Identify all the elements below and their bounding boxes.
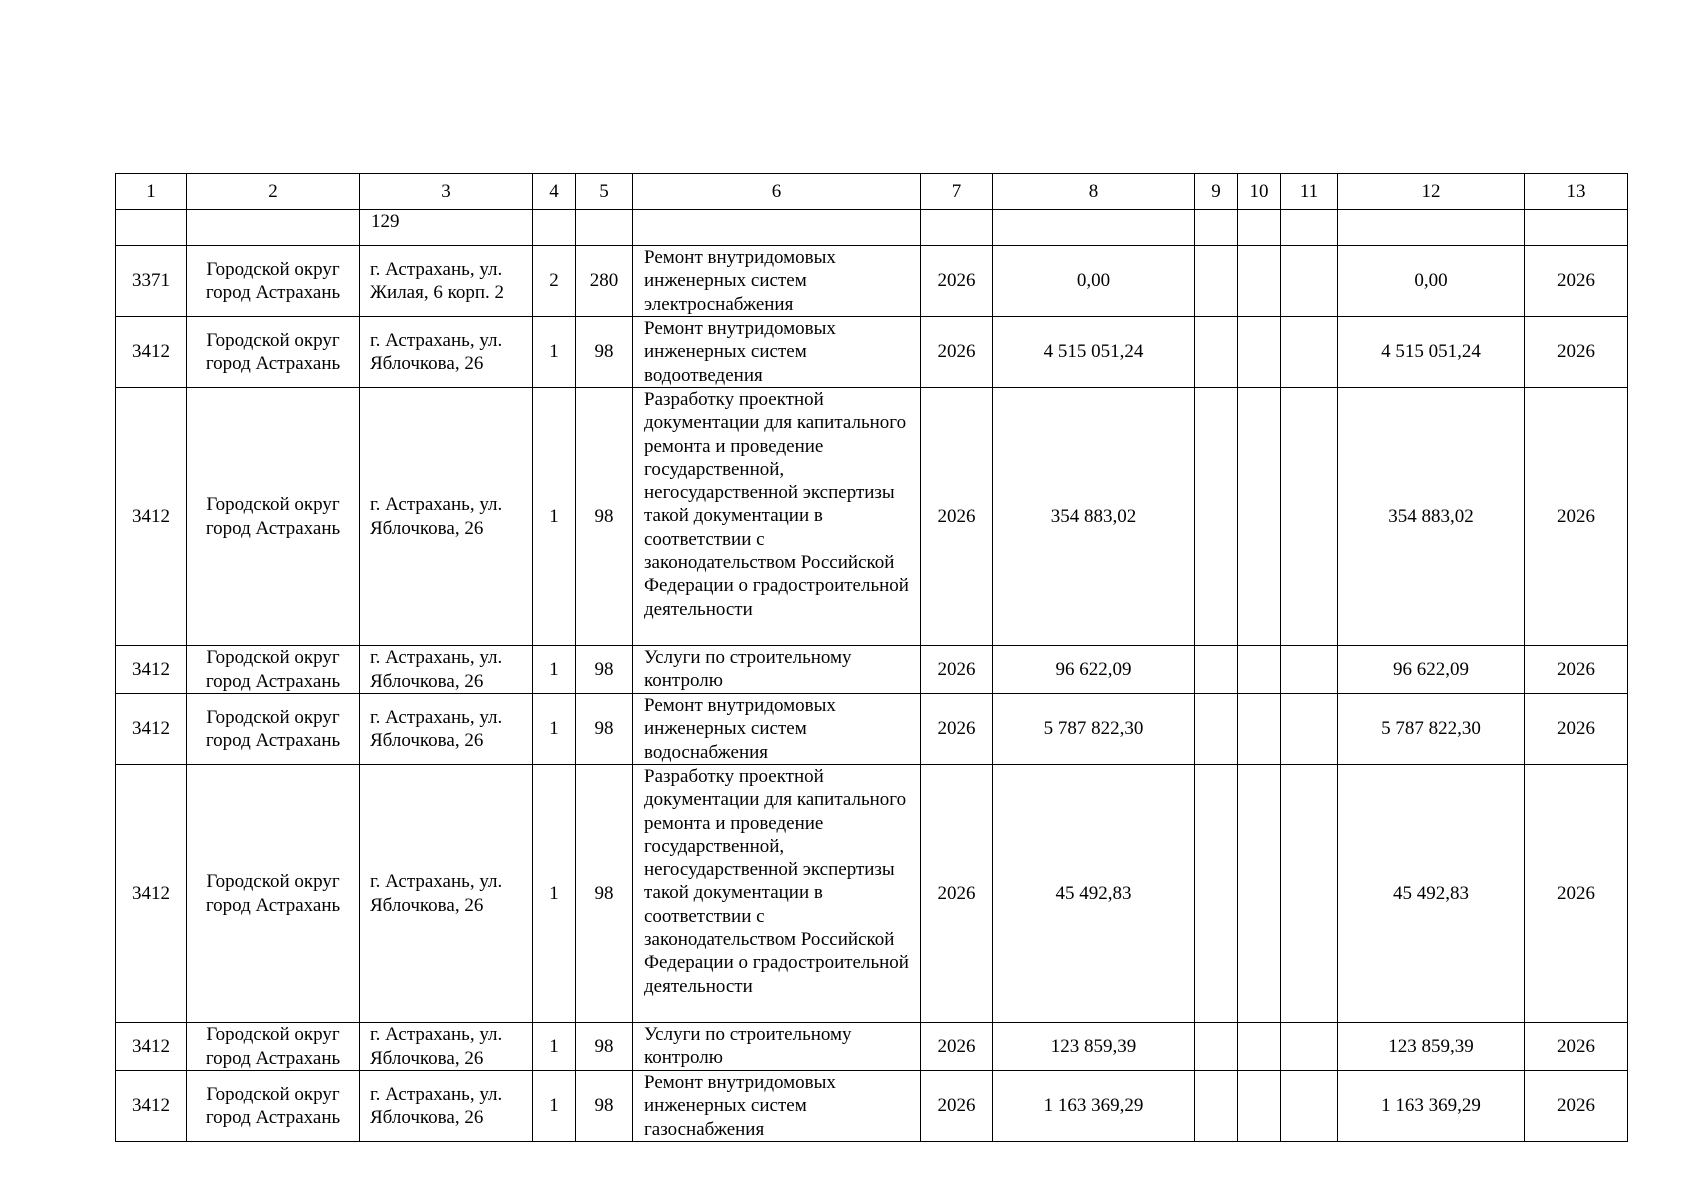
amount-total-cell: 96 622,09 [1338, 646, 1525, 694]
table-row [116, 317, 1628, 388]
year-end-cell: 2026 [1525, 694, 1628, 765]
col4-cell: 1 [533, 388, 576, 646]
cont-address-tail: 129 [360, 210, 533, 246]
year-cell: 2026 [921, 246, 993, 317]
address-cell: г. Астрахань, ул. Яблочкова, 26 [360, 694, 533, 765]
amount-cell: 354 883,02 [993, 388, 1195, 646]
col5-cell: 98 [576, 765, 633, 1023]
year-cell: 2026 [921, 765, 993, 1023]
cont-cell-8 [993, 210, 1195, 246]
year-end-cell: 2026 [1525, 1071, 1628, 1142]
col11-cell [1281, 765, 1338, 1023]
cont-cell-7 [921, 210, 993, 246]
amount-total-cell: 1 163 369,29 [1338, 1071, 1525, 1142]
table-row [116, 1023, 1628, 1071]
col11-cell [1281, 646, 1338, 694]
municipality-cell: Городской округ город Астрахань [187, 646, 360, 694]
col11-cell [1281, 246, 1338, 317]
col4-cell: 1 [533, 765, 576, 1023]
continuation-row [116, 210, 1628, 246]
col9-cell [1195, 1023, 1238, 1071]
table-row [116, 388, 1628, 646]
cont-cell-2 [187, 210, 360, 246]
address-cell: г. Астрахань, ул. Яблочкова, 26 [360, 1071, 533, 1142]
year-end-cell: 2026 [1525, 646, 1628, 694]
col10-cell [1238, 246, 1281, 317]
table-body [116, 174, 1628, 1142]
amount-cell: 123 859,39 [993, 1023, 1195, 1071]
header-cell-2: 2 [187, 174, 360, 210]
municipality-cell: Городской округ город Астрахань [187, 765, 360, 1023]
repair-program-table [115, 173, 1628, 1142]
col11-cell [1281, 388, 1338, 646]
municipality-cell: Городской округ город Астрахань [187, 1023, 360, 1071]
address-cell: г. Астрахань, ул. Яблочкова, 26 [360, 388, 533, 646]
cont-cell-6 [633, 210, 921, 246]
amount-total-cell: 45 492,83 [1338, 765, 1525, 1023]
table-row [116, 246, 1628, 317]
table-row [116, 1071, 1628, 1142]
cont-cell-1 [116, 210, 187, 246]
col9-cell [1195, 317, 1238, 388]
work-type-cell: Услуги по строительному контролю [633, 1023, 921, 1071]
header-cell-11: 11 [1281, 174, 1338, 210]
address-cell: г. Астрахань, ул. Яблочкова, 26 [360, 765, 533, 1023]
row-number-cell: 3412 [116, 1023, 187, 1071]
amount-cell: 1 163 369,29 [993, 1071, 1195, 1142]
col4-cell: 1 [533, 646, 576, 694]
address-cell: г. Астрахань, ул. Яблочкова, 26 [360, 1023, 533, 1071]
year-cell: 2026 [921, 317, 993, 388]
col9-cell [1195, 246, 1238, 317]
cont-cell-10 [1238, 210, 1281, 246]
col4-cell: 1 [533, 1023, 576, 1071]
amount-cell: 5 787 822,30 [993, 694, 1195, 765]
col4-cell: 1 [533, 317, 576, 388]
cont-cell-11 [1281, 210, 1338, 246]
col5-cell: 280 [576, 246, 633, 317]
year-cell: 2026 [921, 646, 993, 694]
col9-cell [1195, 388, 1238, 646]
row-number-cell: 3412 [116, 1071, 187, 1142]
header-cell-6: 6 [633, 174, 921, 210]
cont-cell-4 [533, 210, 576, 246]
municipality-cell: Городской округ город Астрахань [187, 694, 360, 765]
year-cell: 2026 [921, 694, 993, 765]
col10-cell [1238, 765, 1281, 1023]
header-cell-10: 10 [1238, 174, 1281, 210]
cont-cell-13 [1525, 210, 1628, 246]
work-type-cell: Ремонт внутридомовых инженерных систем водоотведения [633, 317, 921, 388]
amount-total-cell: 354 883,02 [1338, 388, 1525, 646]
address-cell: г. Астрахань, ул. Яблочкова, 26 [360, 646, 533, 694]
col11-cell [1281, 1071, 1338, 1142]
amount-total-cell: 5 787 822,30 [1338, 694, 1525, 765]
work-type-cell: Услуги по строительному контролю [633, 646, 921, 694]
col10-cell [1238, 694, 1281, 765]
work-type-cell: Ремонт внутридомовых инженерных систем водоснабжения [633, 694, 921, 765]
col4-cell: 2 [533, 246, 576, 317]
amount-total-cell: 0,00 [1338, 246, 1525, 317]
address-cell: г. Астрахань, ул. Яблочкова, 26 [360, 317, 533, 388]
municipality-cell: Городской округ город Астрахань [187, 388, 360, 646]
amount-total-cell: 123 859,39 [1338, 1023, 1525, 1071]
year-cell: 2026 [921, 388, 993, 646]
row-number-cell: 3412 [116, 765, 187, 1023]
col9-cell [1195, 694, 1238, 765]
amount-cell: 4 515 051,24 [993, 317, 1195, 388]
col5-cell: 98 [576, 1023, 633, 1071]
col4-cell: 1 [533, 694, 576, 765]
col10-cell [1238, 317, 1281, 388]
municipality-cell: Городской округ город Астрахань [187, 1071, 360, 1142]
year-cell: 2026 [921, 1071, 993, 1142]
cont-cell-9 [1195, 210, 1238, 246]
work-type-cell: Ремонт внутридомовых инженерных систем электроснабжения [633, 246, 921, 317]
year-end-cell: 2026 [1525, 388, 1628, 646]
year-end-cell: 2026 [1525, 317, 1628, 388]
col5-cell: 98 [576, 694, 633, 765]
col9-cell [1195, 646, 1238, 694]
municipality-cell: Городской округ город Астрахань [187, 246, 360, 317]
work-type-cell: Разработку проектной документации для капитального ремонта и проведение государственной, негосударственной экспертизы такой документации в соответствии с законодательством Российской Федерации о градостроительной деятельности [633, 388, 921, 646]
table-row [116, 646, 1628, 694]
year-cell: 2026 [921, 1023, 993, 1071]
col10-cell [1238, 646, 1281, 694]
table-row [116, 765, 1628, 1023]
col4-cell: 1 [533, 1071, 576, 1142]
row-number-cell: 3412 [116, 317, 187, 388]
work-type-cell: Ремонт внутридомовых инженерных систем газоснабжения [633, 1071, 921, 1142]
header-row [116, 174, 1628, 210]
row-number-cell: 3412 [116, 646, 187, 694]
col9-cell [1195, 765, 1238, 1023]
row-number-cell: 3412 [116, 388, 187, 646]
amount-cell: 96 622,09 [993, 646, 1195, 694]
row-number-cell: 3412 [116, 694, 187, 765]
col11-cell [1281, 1023, 1338, 1071]
header-cell-8: 8 [993, 174, 1195, 210]
col11-cell [1281, 317, 1338, 388]
header-cell-7: 7 [921, 174, 993, 210]
col10-cell [1238, 1071, 1281, 1142]
header-cell-3: 3 [360, 174, 533, 210]
col5-cell: 98 [576, 646, 633, 694]
year-end-cell: 2026 [1525, 1023, 1628, 1071]
col5-cell: 98 [576, 317, 633, 388]
header-cell-5: 5 [576, 174, 633, 210]
col9-cell [1195, 1071, 1238, 1142]
row-number-cell: 3371 [116, 246, 187, 317]
municipality-cell: Городской округ город Астрахань [187, 317, 360, 388]
col10-cell [1238, 1023, 1281, 1071]
year-end-cell: 2026 [1525, 765, 1628, 1023]
header-cell-12: 12 [1338, 174, 1525, 210]
amount-cell: 0,00 [993, 246, 1195, 317]
header-cell-13: 13 [1525, 174, 1628, 210]
header-cell-4: 4 [533, 174, 576, 210]
address-cell: г. Астрахань, ул. Жилая, 6 корп. 2 [360, 246, 533, 317]
col5-cell: 98 [576, 388, 633, 646]
table-row [116, 694, 1628, 765]
amount-cell: 45 492,83 [993, 765, 1195, 1023]
cont-cell-5 [576, 210, 633, 246]
work-type-cell: Разработку проектной документации для капитального ремонта и проведение государственной, негосударственной экспертизы такой документации в соответствии с законодательством Российской Федерации о градостроительной деятельности [633, 765, 921, 1023]
header-cell-1: 1 [116, 174, 187, 210]
year-end-cell: 2026 [1525, 246, 1628, 317]
amount-total-cell: 4 515 051,24 [1338, 317, 1525, 388]
col11-cell [1281, 694, 1338, 765]
col5-cell: 98 [576, 1071, 633, 1142]
col10-cell [1238, 388, 1281, 646]
header-cell-9: 9 [1195, 174, 1238, 210]
cont-cell-12 [1338, 210, 1525, 246]
